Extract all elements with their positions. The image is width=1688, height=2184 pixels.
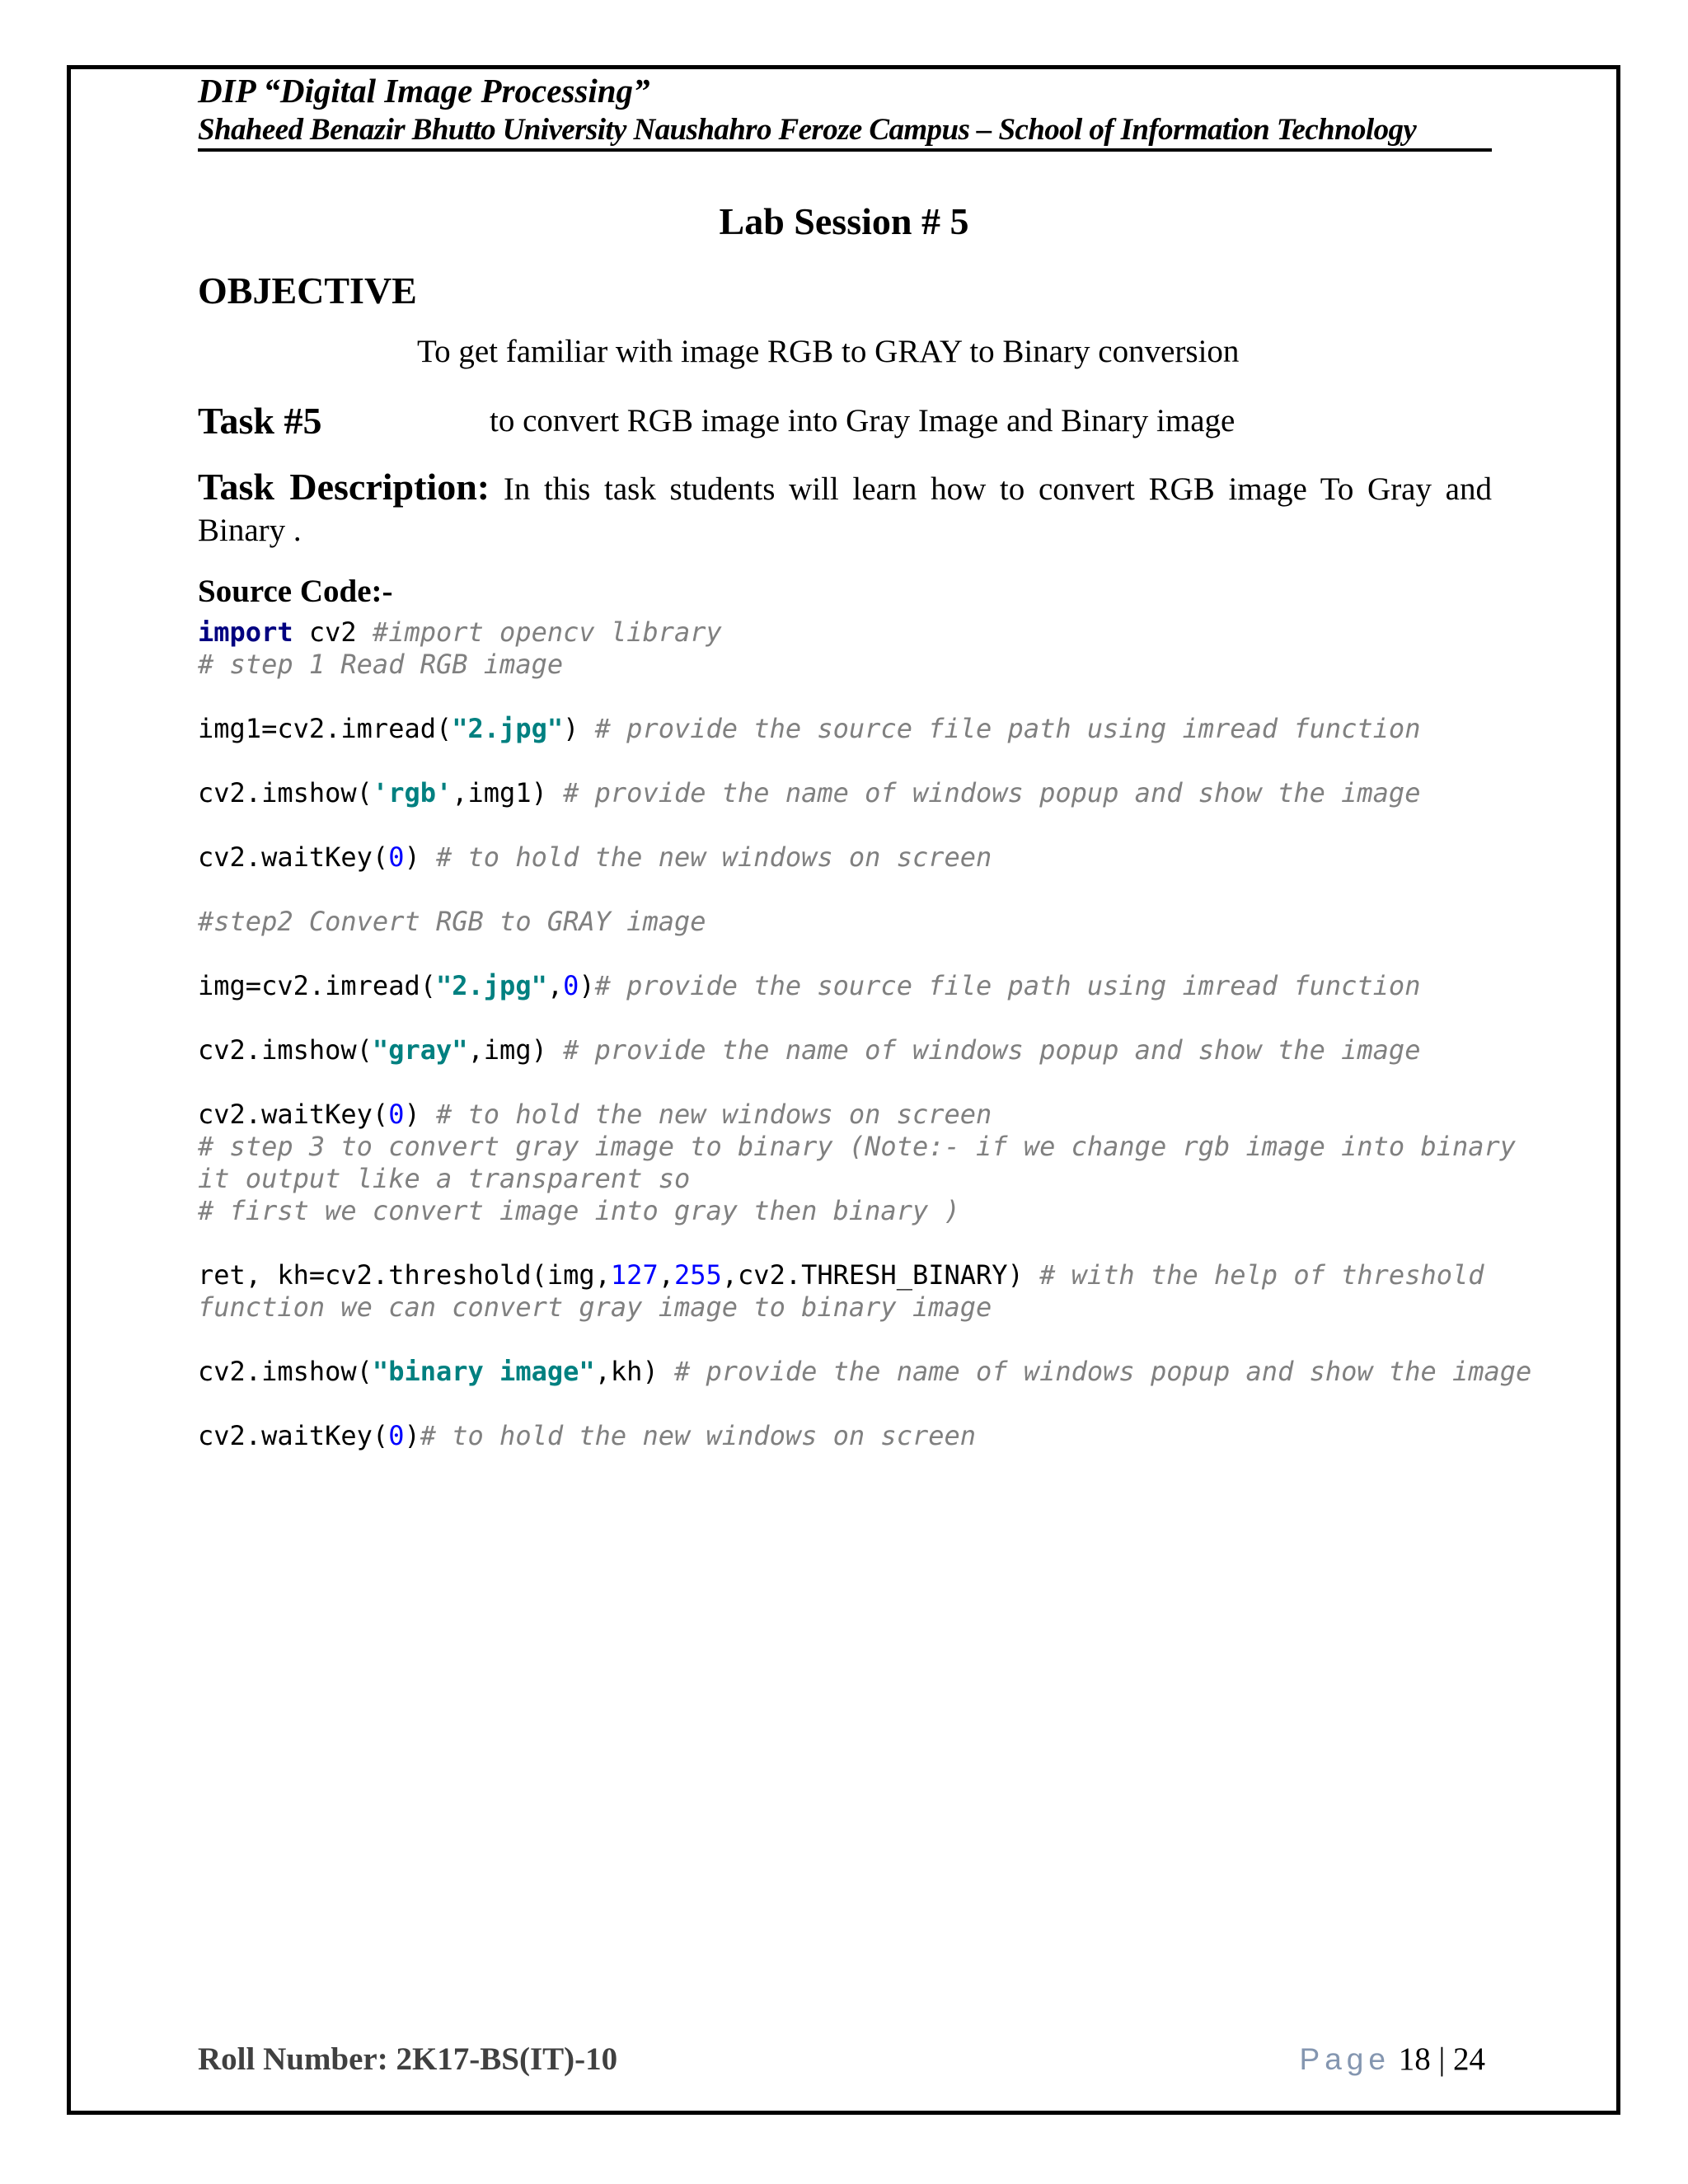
footer-page-number [1300,2041,1485,2078]
code-line: # step 1 Read RGB image [198,649,564,680]
code-line: # step 3 to convert gray image to binary (Note:- if we change rgb image into binary [198,1131,1517,1162]
code-line: cv2.imshow("binary image",kh) # provide the name of windows popup and show the image [198,1356,1532,1387]
task-description-label: Task Description: [198,466,490,508]
code-line: cv2.waitKey(0) # to hold the new windows on screen [198,1099,992,1130]
code-line: cv2.waitKey(0) # to hold the new windows on screen [198,841,992,873]
task-text: to convert RGB image into Gray Image and Binary image [490,403,1236,438]
task-description-text: In this task students will learn how to convert RGB image To Gray and Binary . [198,471,1492,548]
code-line: cv2.waitKey(0)# to hold the new windows on screen [198,1420,977,1451]
code-line: function we can convert gray image to binary image [198,1291,992,1323]
source-code-label: Source Code:- [198,574,393,609]
code-block [198,616,1532,1452]
task-label: Task #5 [198,400,322,442]
page-word: Page [1299,2042,1390,2076]
header-institution: Shaheed Benazir Bhutto University Naushahro Feroze Campus – School of Information Technology [198,113,1417,147]
code-line: cv2.imshow("gray",img) # provide the name of windows popup and show the image [198,1034,1421,1066]
objective-heading: OBJECTIVE [198,269,417,312]
page-separator: | [1430,2041,1453,2077]
code-line: it output like a transparent so [198,1163,691,1194]
code-line: #step2 Convert RGB to GRAY image [198,906,706,937]
task-description [198,466,1492,551]
page-total: 24 [1453,2041,1485,2077]
objective-text: To get familiar with image RGB to GRAY to Binary conversion [417,334,1240,369]
header-course: DIP “Digital Image Processing” [198,72,650,110]
page-current: 18 [1398,2041,1431,2077]
code-line: import cv2 #import opencv library [198,616,722,648]
header-divider [198,148,1492,152]
code-line: img=cv2.imread("2.jpg",0)# provide the source file path using imread function [198,970,1421,1001]
code-line: # first we convert image into gray then binary ) [198,1195,960,1226]
code-line: ret, kh=cv2.threshold(img,127,255,cv2.THRESH_BINARY) # with the help of threshold [198,1259,1484,1291]
code-line: img1=cv2.imread("2.jpg") # provide the source file path using imread function [198,713,1421,744]
footer-roll-number: Roll Number: 2K17-BS(IT)-10 [198,2041,618,2077]
page-title: Lab Session # 5 [719,200,969,242]
code-line: cv2.imshow('rgb',img1) # provide the name of windows popup and show the image [198,777,1421,808]
